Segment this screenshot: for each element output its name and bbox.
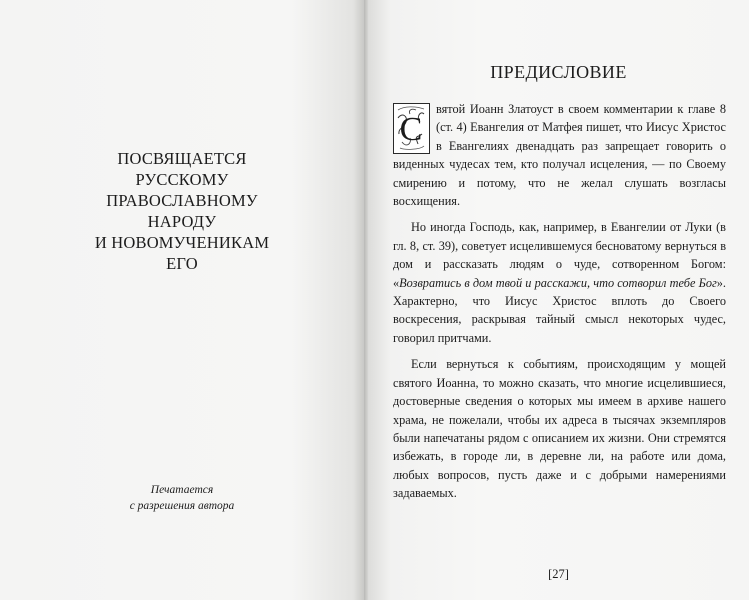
paragraph: Если вернуться к событиям, происходящим у мощей святого Иоанна, то можно сказать, что многие исцелившиеся, достоверные сведения о которых мы имеем в архиве нашего храма, не пожелали, чтобы их адреса в тысячах экземпляров были напечатаны рядом с описанием их жизни. Они стремятся избежать, в городе ли, в деревне ли, на работе или дома, любых вопросов, пусть даже и с добрыми намерениями задаваемых. bbox=[393, 357, 726, 501]
right-page bbox=[368, 0, 749, 600]
paragraph-text: вятой Иоанн Златоуст в своем комментарии к главе 8 (ст. 4) Евангелия от Матфея пишет, что Иисус Христос в Евангелиях двенадцать раз запрещает говорить о виденных чудесах тем, кто получал исцеления, — по Своему смирению и потому, что не желал слушать возгласы восхищения. bbox=[393, 102, 726, 209]
page-number: [27] bbox=[548, 567, 569, 581]
print-permission bbox=[0, 482, 364, 514]
paragraph-text: Но иногда Господь, как, например, в Евангелии от Луки (в гл. 8, ст. 39), советует исцелившемуся бесноватому вернуться в дом и рассказать людям о чуде, сотворенном Богом: « bbox=[393, 220, 726, 290]
gospel-quote: Возвратись в дом твой и расскажи, что сотворил тебе Бог bbox=[399, 275, 717, 290]
paragraph bbox=[393, 218, 726, 347]
page-heading: ПРЕДИСЛОВИЕ bbox=[490, 62, 627, 82]
dedication-line: И НОВОМУЧЕНИКАМ bbox=[94, 233, 270, 252]
body-text bbox=[393, 100, 726, 511]
left-page bbox=[0, 0, 364, 600]
drop-cap-ornament-icon bbox=[394, 104, 428, 152]
ornamental-drop-cap bbox=[393, 103, 430, 154]
permission-line: с разрешения автора bbox=[129, 500, 235, 512]
paragraph bbox=[393, 100, 726, 210]
dedication-line: ЕГО bbox=[166, 254, 198, 273]
dedication-line: ПОСВЯЩАЕТСЯ bbox=[117, 149, 247, 168]
dedication-line: РУССКОМУ bbox=[135, 170, 229, 189]
drop-cap-letter: С bbox=[399, 111, 423, 148]
dedication-line: ПРАВОСЛАВНОМУ bbox=[106, 191, 258, 210]
permission-line: Печатается bbox=[150, 484, 214, 496]
paragraph-text: ». Характерно, что Иисус Христос вплоть до Своего воскресения, раскрывая тайный смысл некоторых чудес, говорил притчами. bbox=[393, 275, 726, 345]
dedication bbox=[0, 148, 364, 274]
dedication-line: НАРОДУ bbox=[147, 212, 217, 231]
